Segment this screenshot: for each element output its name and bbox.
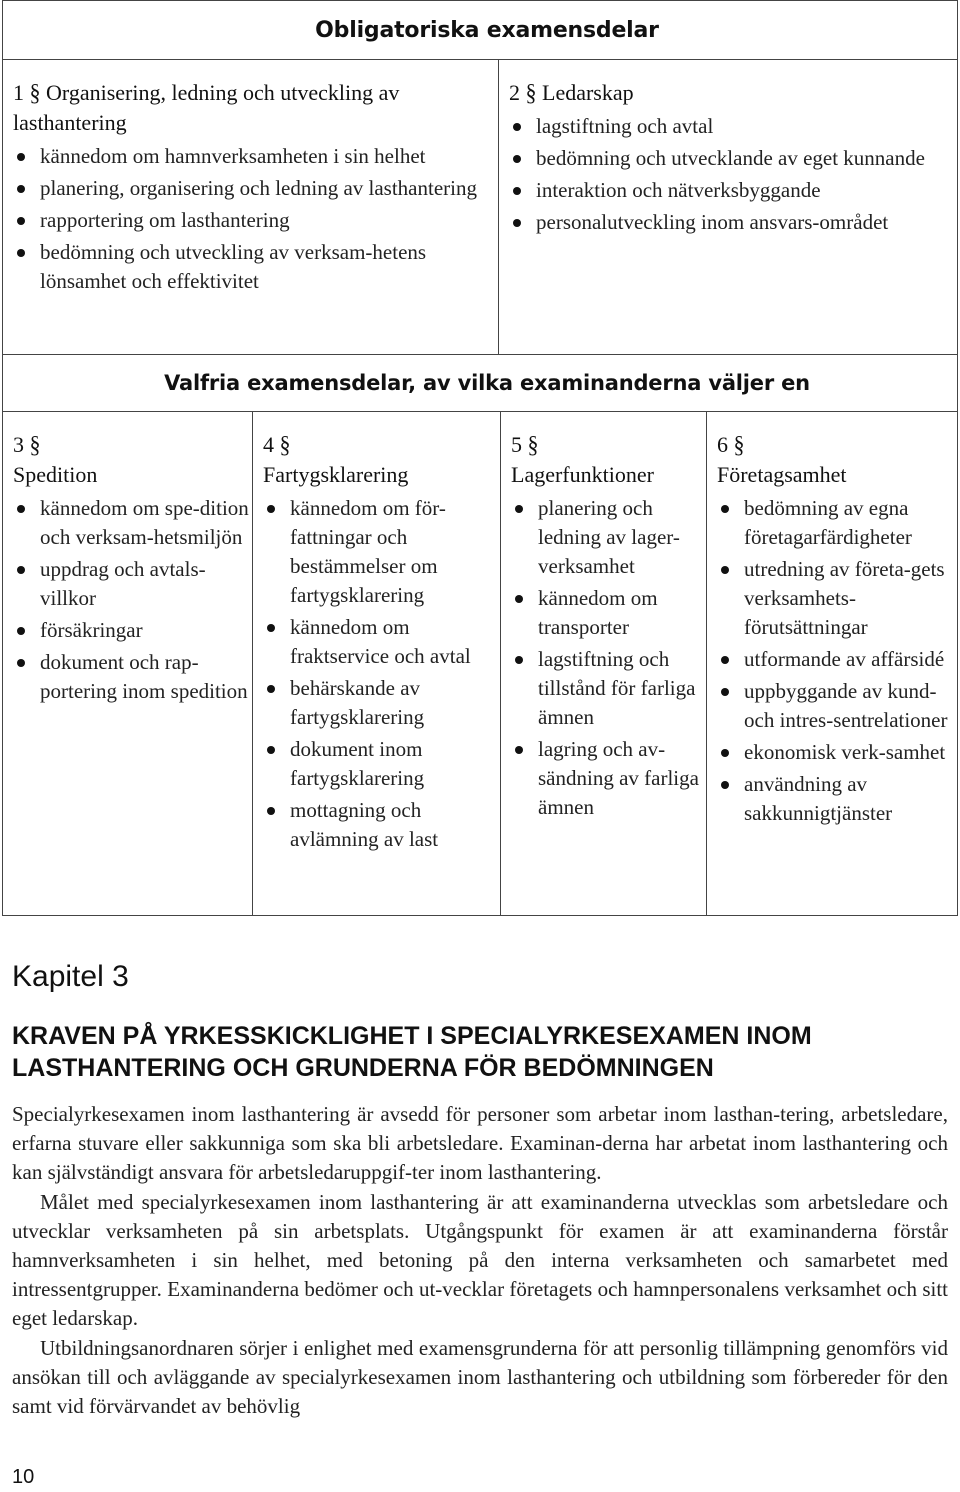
section-2-list [509,112,957,237]
paragraph: Specialyrkesexamen inom lasthantering är avsedd för personer som arbetar inom lasthan-tering, arbetsledare, erfarna stuvare eller sakkunniga som ska bli arbetsledare. Examinan-derna har arbetat inom lasthantering och kan självständigt ansvara för arbetsledaruppgif-ter inom lasthantering. [12,1102,948,1185]
list-item: utformande av affärsidé [717,645,957,674]
section-sign-icon [526,77,537,110]
section-sign-icon [30,429,41,462]
section-4-title: 4 § Fartygsklarering [263,430,500,490]
list-item: uppdrag och avtals-villkor [13,555,252,613]
list-item: användning av sakkunnigtjänster [717,770,957,828]
list-item: dokument inom fartygsklarering [263,735,500,793]
list-item: rapportering om lasthantering [13,206,498,235]
section-2-cell [499,60,957,354]
list-item: planering och ledning av lager-verksamhet [511,494,706,581]
section-6-cell [707,412,957,915]
mandatory-parts-title: Obligatoriska examensdelar [315,17,659,43]
examination-parts-table [2,0,958,916]
list-item: kännedom om transporter [511,584,706,642]
section-sign-icon [528,429,539,462]
section-4-list [263,494,500,854]
list-item: bedömning och utvecklande av eget kunnande [509,144,957,173]
chapter-body [12,1100,948,1421]
section-5-title: 5 § Lagerfunktioner [511,430,706,490]
list-item: kännedom om spe-dition och verksam-hetsmiljön [13,494,252,552]
paragraph: Målet med specialyrkesexamen inom lasthantering är att examinanderna utvecklas som arbetsledare och utvecklar verksamheten på sin arbetsplats. Utgångspunkt för examen är att examinanderna förstår hamnverksamheten i sin helhet, med betoning på den interna verksamheten och samarbetet med intressentgrupper. Examinanderna bedömer och ut-vecklar företagets och hamnpersonalens verksamhet och sitt eget ledarskap. [12,1189,948,1331]
mandatory-parts-header [3,1,957,60]
list-item: planering, organisering och ledning av lasthantering [13,174,498,203]
list-item: bedömning och utveckling av verksam-hetens lönsamhet och effektivitet [13,238,498,296]
section-6-title: 6 § Företagsamhet [717,430,957,490]
page-number: 10 [12,1466,35,1488]
list-item: behärskande av fartygsklarering [263,674,500,732]
chapter-label: Kapitel 3 [12,960,129,993]
section-sign-icon [30,77,41,110]
section-3-title: 3 § Spedition [13,430,252,490]
section-1-title: 1 § Organisering, ledning och utveckling av lasthantering [13,78,498,138]
list-item: mottagning och avlämning av last [263,796,500,854]
optional-parts-header [3,354,957,412]
section-5-list [511,494,706,822]
mandatory-parts-row [3,60,957,354]
list-item: interaktion och nätverksbyggande [509,176,957,205]
list-item: lagring och av-sändning av farliga ämnen [511,735,706,822]
section-sign-icon [734,429,745,462]
chapter-heading: KRAVEN PÅ YRKESSKICKLIGHET I SPECIALYRKESEXAMEN INOM LASTHANTERING OCH GRUNDERNA FÖR BEDÖMNINGEN [12,1022,812,1082]
optional-parts-row [3,412,957,915]
list-item: utredning av företa-gets verksamhets-förutsättningar [717,555,957,642]
section-3-cell [3,412,253,915]
section-5-cell [501,412,707,915]
section-3-list [13,494,252,706]
paragraph: Utbildningsanordnaren sörjer i enlighet med examensgrunderna för att personlig tillämpning genomförs vid ansökan till och avläggande av specialyrkesexamen inom lasthantering och utbildning som förbereder för den samt vid förvärvandet av behövlig [12,1335,948,1419]
list-item: personalutveckling inom ansvars-området [509,208,957,237]
list-item: lagstiftning och avtal [509,112,957,141]
list-item: kännedom om fraktservice och avtal [263,613,500,671]
section-sign-icon [280,429,291,462]
section-1-list [13,142,498,296]
section-6-list [717,494,957,828]
optional-parts-title: Valfria examensdelar, av vilka examinanderna väljer en [164,371,810,395]
section-1-cell [3,60,499,354]
list-item: dokument och rap-portering inom spedition [13,648,252,706]
list-item: bedömning av egna företagarfärdigheter [717,494,957,552]
section-4-cell [253,412,501,915]
list-item: försäkringar [13,616,252,645]
list-item: kännedom om för-fattningar och bestämmelser om fartygsklarering [263,494,500,610]
list-item: kännedom om hamnverksamheten i sin helhet [13,142,498,171]
list-item: ekonomisk verk-samhet [717,738,957,767]
list-item: uppbyggande av kund- och intres-sentrelationer [717,677,957,735]
list-item: lagstiftning och tillstånd för farliga ämnen [511,645,706,732]
section-2-title: 2 § Ledarskap [509,78,957,108]
